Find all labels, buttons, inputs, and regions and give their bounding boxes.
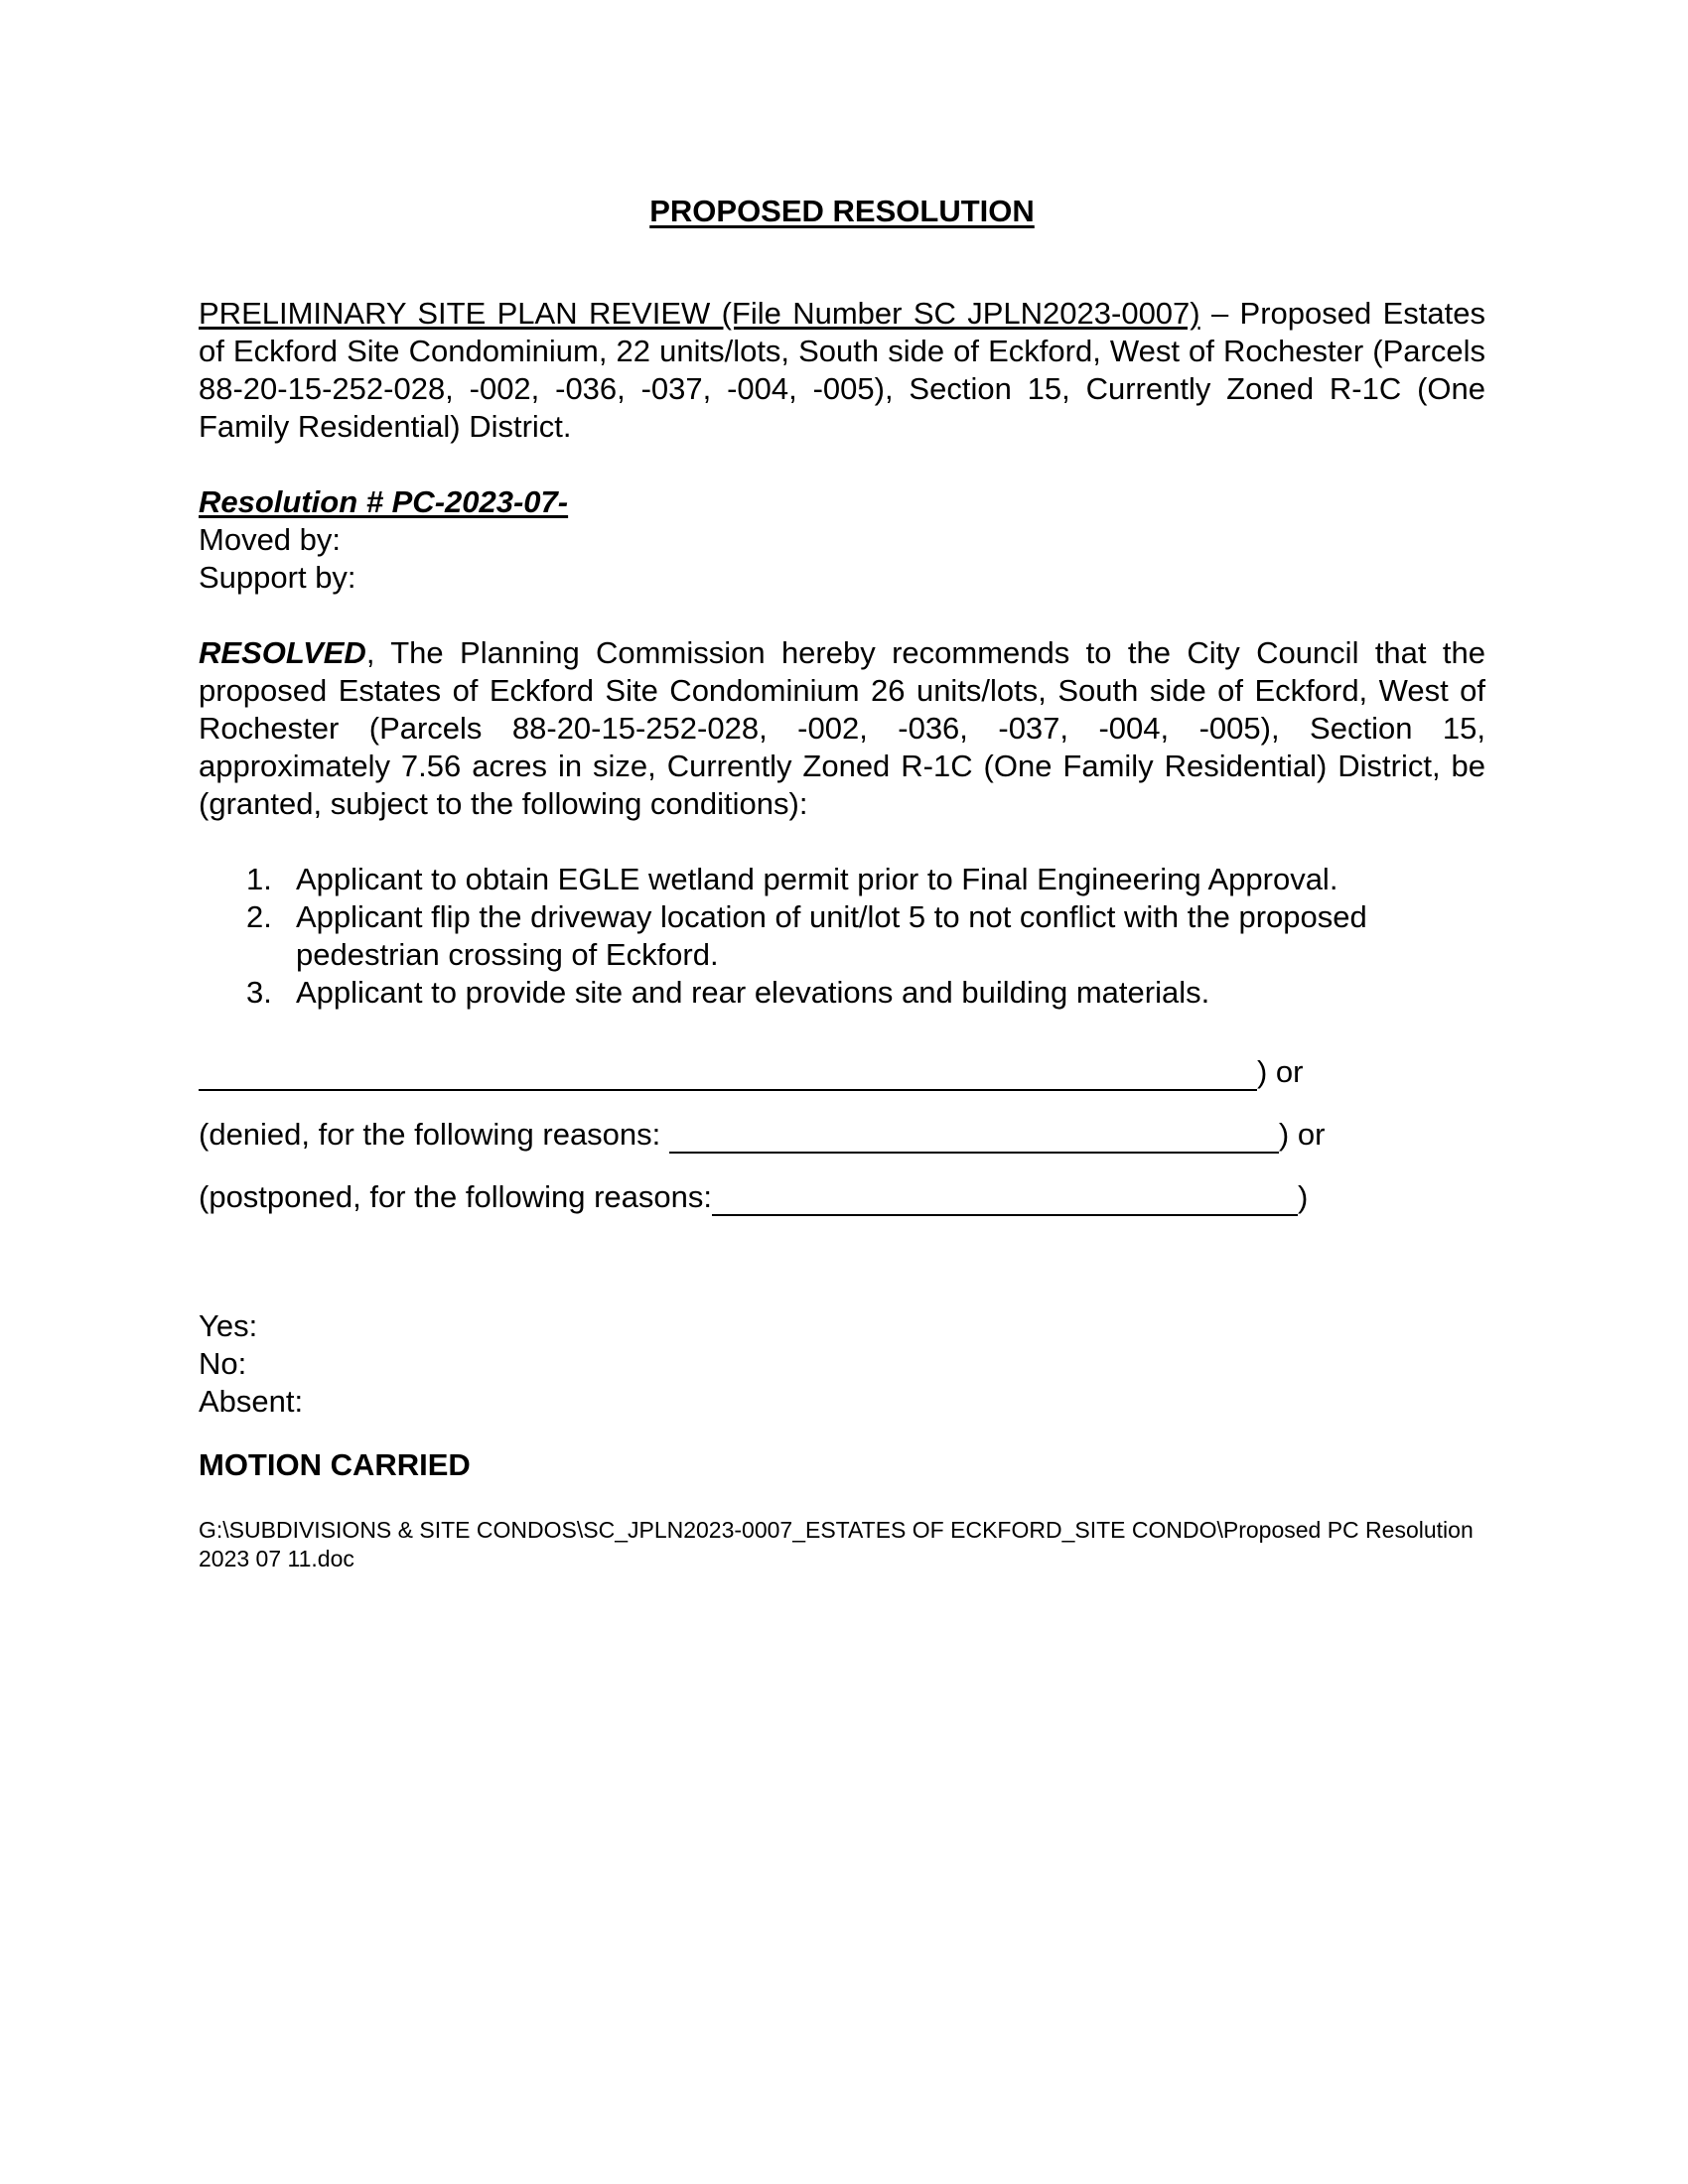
vote-absent-label: Absent:	[199, 1384, 304, 1419]
condition-item	[199, 898, 1485, 974]
votes-block	[199, 1307, 1485, 1421]
postponed-tail: )	[1297, 1179, 1309, 1214]
condition-text: Applicant to obtain EGLE wetland permit prior to Final Engineering Approval.	[296, 862, 1338, 896]
granted-blank	[199, 1059, 1257, 1091]
intro-paragraph	[199, 295, 1485, 446]
condition-number: 2.	[246, 899, 272, 934]
postponed-line	[199, 1178, 1485, 1216]
condition-text: Applicant to provide site and rear elevations and building materials.	[296, 975, 1210, 1010]
resolution-number: Resolution # PC-2023-07-	[199, 484, 569, 519]
intro-text: – Proposed Estates of Eckford Site Condominium, 22 units/lots, South side of Eckford, West of Rochester (Parcels 88-20-15-252-028, -002, -036, -037, -004, -005), Section 15, Currently Zoned R-1C (One Family Residential) District.	[199, 296, 1485, 444]
condition-item	[199, 861, 1485, 898]
review-heading: PRELIMINARY SITE PLAN REVIEW (File Number SC JPLN2023-0007)	[199, 296, 1200, 331]
motion-carried: MOTION CARRIED	[199, 1447, 471, 1482]
postponed-blank	[712, 1184, 1298, 1216]
condition-number: 1.	[246, 862, 272, 896]
condition-item	[199, 974, 1485, 1012]
file-path: G:\SUBDIVISIONS & SITE CONDOS\SC_JPLN2023-0007_ESTATES OF ECKFORD_SITE CONDO\Proposed PC Resolution 2023 07 11.doc	[199, 1517, 1474, 1571]
support-by-label: Support by:	[199, 560, 356, 595]
granted-tail: ) or	[1257, 1054, 1304, 1089]
denied-tail: ) or	[1278, 1117, 1326, 1152]
resolved-paragraph	[199, 634, 1485, 823]
document-page	[199, 194, 1485, 1573]
condition-number: 3.	[246, 975, 272, 1010]
moved-by-label: Moved by:	[199, 522, 342, 557]
document-title: PROPOSED RESOLUTION	[649, 194, 1035, 228]
denied-line	[199, 1116, 1485, 1154]
resolved-lead: RESOLVED	[199, 635, 366, 670]
vote-yes-label: Yes:	[199, 1308, 258, 1343]
denied-label: (denied, for the following reasons:	[199, 1117, 669, 1152]
resolved-text: , The Planning Commission hereby recommends to the City Council that the proposed Estates of Eckford Site Condominium 26 units/lots, South side of Eckford, West of Rochester (Parcels 88-20-15-252-028, -002, -036, -037, -004, -005), Section 15, approximately 7.56 acres in size, Currently Zoned R-1C (One Family Residential) District, be (granted, subject to the following conditions):	[199, 635, 1485, 821]
vote-no-label: No:	[199, 1346, 247, 1381]
conditions-list	[199, 861, 1485, 1012]
condition-text: Applicant flip the driveway location of unit/lot 5 to not conflict with the proposed pedestrian crossing of Eckford.	[296, 899, 1367, 972]
denied-blank	[669, 1122, 1279, 1154]
postponed-label: (postponed, for the following reasons:	[199, 1179, 712, 1214]
granted-line	[199, 1053, 1485, 1091]
